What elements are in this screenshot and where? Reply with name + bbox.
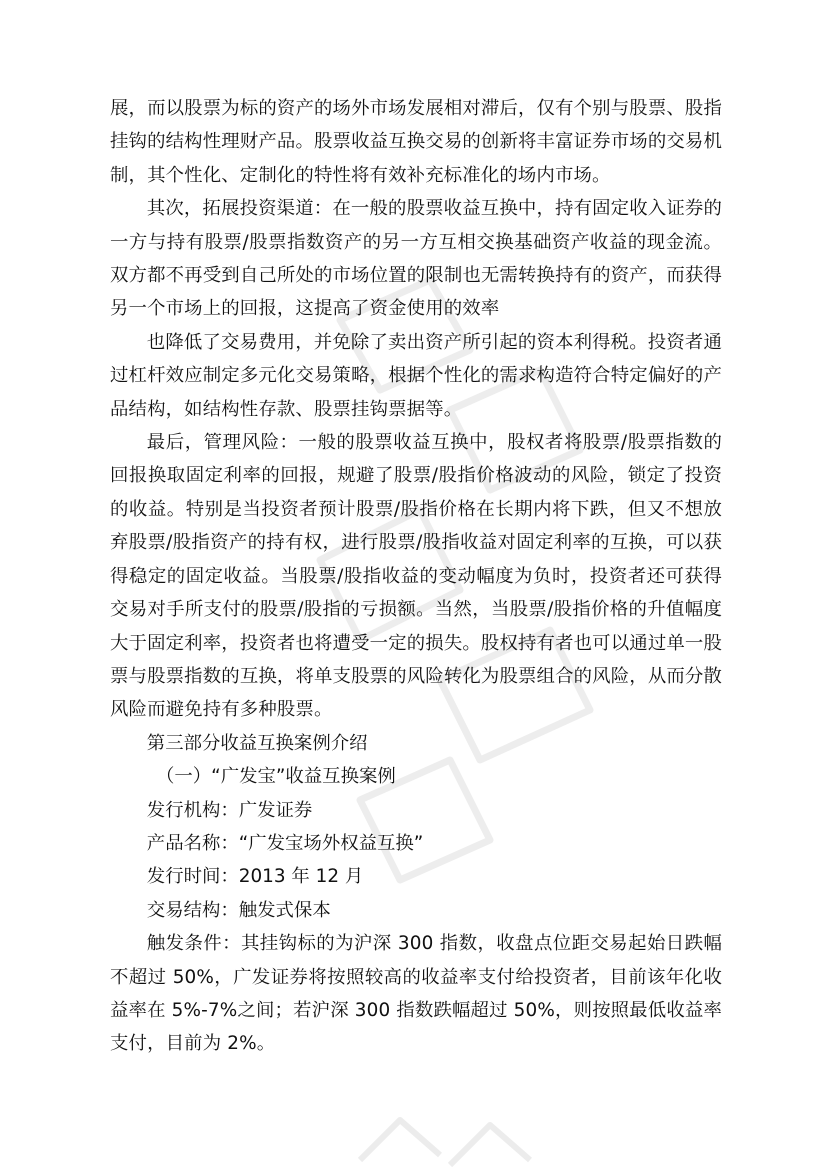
section-heading: 第三部分收益互换案例介绍 [146, 732, 368, 754]
case-title: （一）“广发宝”收益互换案例 [156, 766, 396, 788]
issuer-line: 发行机构：广发证券 [146, 799, 313, 821]
trigger-conditions: 触发条件：其挂钩标的为沪深 300 指数，收盘点位距交易起始日跌幅不超过 50%，广发证券将按照较高的收益率支付给投资者，目前该年化收益率在 5%-7%之间；若沪深 300 指数跌幅超过 50%，则按照最低收益率支付，目前为 2%。 [110, 933, 722, 1055]
paragraph-investment-channels: 其次，拓展投资渠道：在一般的股票收益互换中，持有固定收入证券的一方与持有股票/股票指数资产的另一方互相交换基础资产收益的现金流。双方都不再受到自己所处的市场位置的限制也无需转换持有的资产，而获得另一个市场上的回报，这提高了资金使用的效率 [110, 198, 722, 320]
paragraph-risk-management: 最后，管理风险：一般的股票收益互换中，股权者将股票/股票指数的回报换取固定利率的回报，规避了股票/股指价格波动的风险，锁定了投资的收益。特别是当投资者预计股票/股指价格在长期内将下跌，但又不想放弃股票/股指资产的持有权，进行股票/股指收益对固定利率的互换，可以获得稳定的固定收益。当股票/股指收益的变动幅度为负时，投资者还可获得交易对手所支付的股票/股指的亏损额。当然，当股票/股指价格的升值幅度大于固定利率，投资者也将遭受一定的损失。股权持有者也可以通过单一股票与股票指数的互换，将单支股票的风险转化为股票组合的风险，从而分散风险而避免持有多种股票。 [110, 432, 722, 721]
paragraph-trading-costs: 也降低了交易费用，并免除了卖出资产所引起的资本利得税。投资者通过杠杆效应制定多元化交易策略，根据个性化的需求构造符合特定偏好的产品结构，如结构性存款、股票挂钩票据等。 [110, 331, 722, 420]
body-text [110, 92, 722, 1061]
issue-time-line: 发行时间：2013 年 12 月 [146, 866, 364, 888]
structure-line: 交易结构：触发式保本 [146, 899, 331, 921]
paragraph-market-development: 展，而以股票为标的资产的场外市场发展相对滞后，仅有个别与股票、股指挂钩的结构性理财产品。股票收益互换交易的创新将丰富证券市场的交易机制，其个性化、定制化的特性将有效补充标准化的场内市场。 [110, 98, 722, 186]
product-name-line: 产品名称：“广发宝场外权益互换” [146, 832, 424, 854]
watermark-fragment [340, 1100, 540, 1170]
